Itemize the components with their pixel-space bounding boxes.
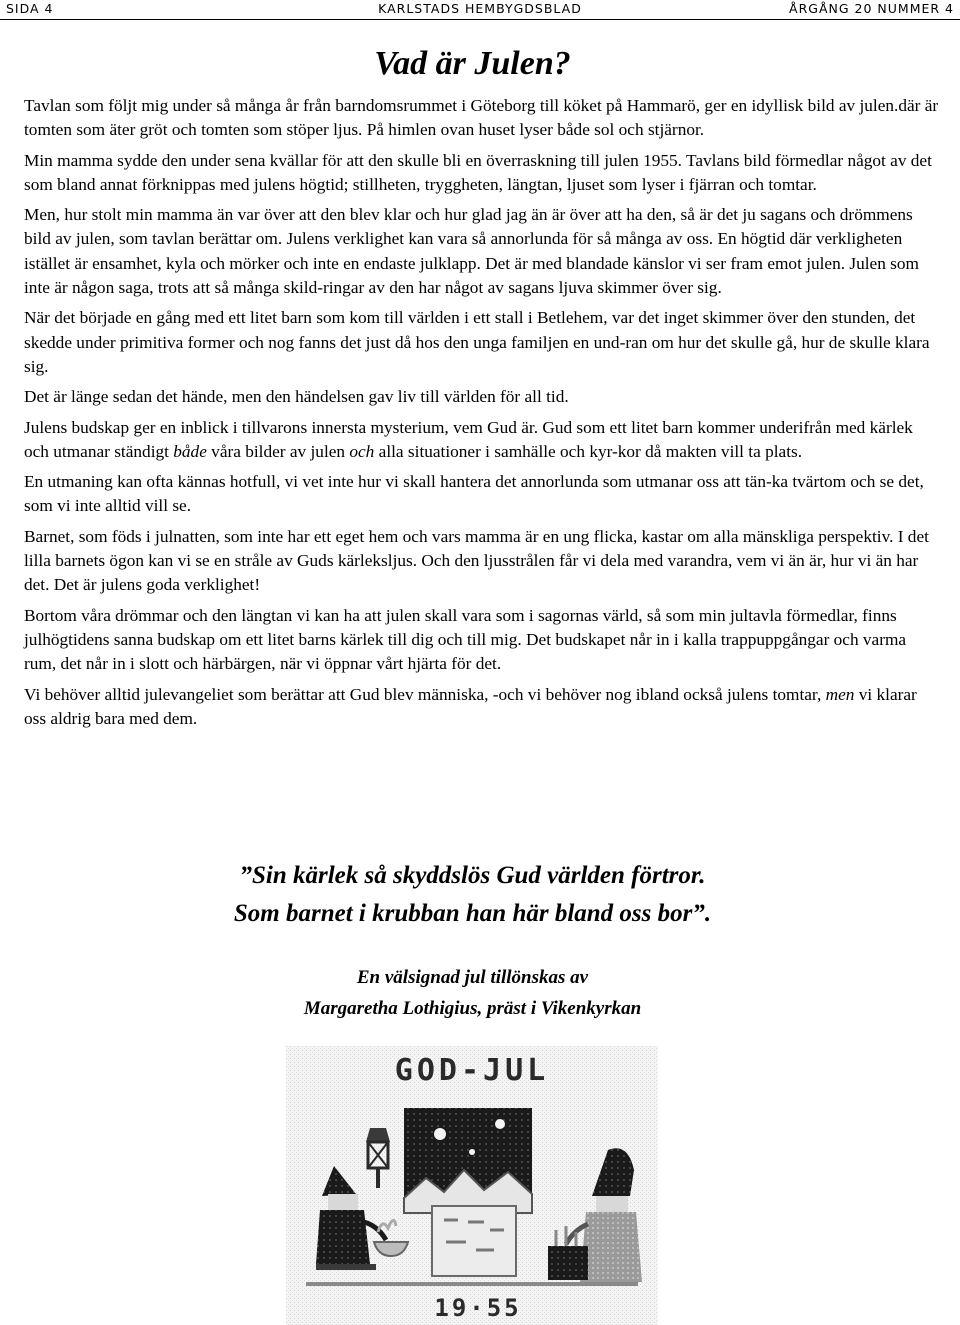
paragraph-6-emphasis-1: både xyxy=(173,441,207,461)
star-icon xyxy=(434,1128,446,1140)
article-body xyxy=(24,94,939,737)
paragraph-5: Det är länge sedan det hände, men den händelsen gav liv till världen för all tid. xyxy=(24,387,569,407)
tomte-face-left xyxy=(328,1194,358,1210)
paragraph-10-emphasis: men xyxy=(825,684,855,704)
paragraph-7: En utmaning kan ofta kännas hotfull, vi vet inte hur vi skall hantera det annorlunda som utmanar oss att tän-ka tvärtom och se det, som vi inte alltid vill se. xyxy=(24,472,924,516)
floor-line xyxy=(306,1282,638,1286)
paragraph-6 xyxy=(24,416,939,465)
paragraph-10 xyxy=(24,683,939,732)
tomte-face-right xyxy=(596,1196,628,1212)
lantern-top xyxy=(366,1128,390,1142)
lantern-post xyxy=(376,1168,380,1188)
bench xyxy=(316,1264,376,1270)
greeting xyxy=(0,962,945,1024)
publication-name: KARLSTADS HEMBYGDSBLAD xyxy=(378,1,582,16)
candle-pot xyxy=(548,1246,588,1280)
paragraph-10-text-b: vi klarar oss aldrig bara med dem. xyxy=(24,684,917,728)
paragraph-3: Men, hur stolt min mamma än var över att den blev klar och hur glad jag än är över att ha den, så är det ju sagans och drömmens bild av julen, som tavlan berättar om. Julens verklighet kan vara så annorlunda för så många av oss. En högtid där verkligheten istället är ensamhet, kyla och mörker och inte en endaste julklapp. Det är med blandade känslor vi ser fram emot julen. Julen som inte är någon saga, trots att så många skild-ringar av den har något av sagans ljuva skimmer över sig. xyxy=(24,205,919,298)
embroidery-caption: GOD-JUL xyxy=(394,1053,550,1088)
tomte-body-right xyxy=(580,1212,642,1282)
tomte-body-left xyxy=(316,1210,370,1264)
paragraph-8: Barnet, som föds i julnatten, som inte har ett eget hem och vars mamma är en ung flicka, kastar om alla mänskliga perspektiv. I det lilla barnets ögon kan vi se en stråle av Guds kärleksljus. Och den ljusstrålen får vi dela med varandra, vem vi än är, hur vi än har det. Det är julens goda verklighet! xyxy=(24,526,929,595)
paragraph-9: Bortom våra drömmar och den längtan vi kan ha att julen skall vara som i sagornas värld, så som min jultavla förmedlar, finns julhögtidens sanna budskap om ett litet barns kärlek till dig och till mig. Det budskapet når in i kalla trappuppgångar och varma rum, det når in i slott och härbärgen, när vi öppnar vårt hjärta för det. xyxy=(24,605,907,674)
star-icon xyxy=(495,1119,505,1129)
quote-line-1: ”Sin kärlek så skyddslös Gud världen förtror. xyxy=(239,862,706,889)
article-title: Vad är Julen? xyxy=(374,45,571,82)
embroidery-year: 19·55 xyxy=(434,1294,522,1322)
paragraph-6-text-c: alla situationer i samhälle och kyr-kor då makten vill ta plats. xyxy=(374,441,803,461)
cross-stitch-picture xyxy=(286,1046,658,1325)
embroidery-image xyxy=(286,1046,658,1325)
star-icon xyxy=(469,1149,475,1155)
paragraph-2: Min mamma sydde den under sena kvällar för att den skulle bli en överraskning till julen 1955. Tavlans bild förmedlar något av det som bland annat förknippas med julens högtid; stillheten, tryggheten, längtan, ljuset som lyser i fjärran och tomtar. xyxy=(24,150,932,194)
paragraph-1: Tavlan som följt mig under så många år från barndomsrummet i Göteborg till köket på Hammarö, ger en idyllisk bild av julen.där är tomten som äter gröt och tomten som stöper ljus. På himlen ovan huset lyser både sol och stjärnor. xyxy=(24,96,939,140)
quote-line-2: Som barnet i krubban han här bland oss bor”. xyxy=(233,900,712,927)
issue-info: ÅRGÅNG 20 NUMMER 4 xyxy=(789,1,954,16)
hymn-quote xyxy=(0,857,945,933)
signature-line: Margaretha Lothigius, präst i Vikenkyrkan xyxy=(303,998,642,1019)
paragraph-4: När det började en gång med ett litet barn som kom till världen i ett stall i Betlehem, var det inget skimmer över den stunden, det skedde under primitiva former och nog fanns det just då hos den unga familjen en und-ran om hur det skulle gå, hur de skulle klara sig. xyxy=(24,308,930,376)
greeting-line-1: En välsignad jul tillönskas av xyxy=(356,967,589,988)
window-frame xyxy=(432,1206,516,1276)
paragraph-10-text-a: Vi behöver alltid julevangeliet som berättar att Gud blev människa, -och vi behöver nog ibland också julens tomtar, xyxy=(24,684,826,704)
page-header xyxy=(0,0,960,20)
paragraph-6-emphasis-2: och xyxy=(349,441,375,461)
paragraph-6-text-a: Julens budskap ger en inblick i tillvarons innersta mysterium, vem Gud är. Gud som ett litet barn kommer underifrån med kärlek och utmanar ständigt xyxy=(24,417,913,461)
paragraph-6-text-b: våra bilder av julen xyxy=(206,441,350,461)
page-number: SIDA 4 xyxy=(6,1,54,16)
